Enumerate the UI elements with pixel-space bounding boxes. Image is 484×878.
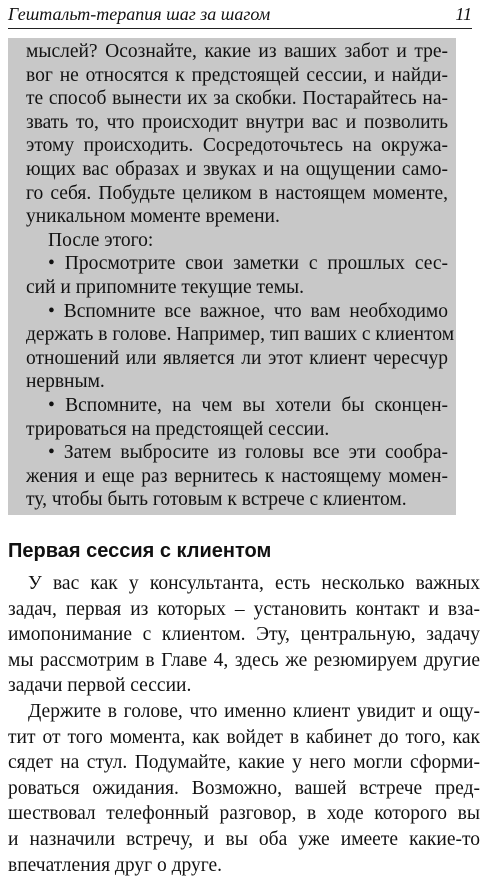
box-line: ющих вас образах и звуках и на ощущении само- bbox=[26, 158, 448, 180]
body-text bbox=[8, 571, 480, 878]
book-title: Гештальт-терапия шаг за шагом bbox=[8, 4, 271, 24]
box-line: трироваться на предстоящей сессии. bbox=[26, 418, 330, 440]
paragraph-line: У вас как у консультанта, есть несколько важных bbox=[28, 573, 480, 594]
paragraph-line: шествовал телефонный разговор, в ходе которого вы bbox=[8, 803, 480, 825]
section-heading: Первая сессия с клиентом bbox=[8, 540, 272, 562]
paragraph-line: Держите в голове, что именно клиент увидит и ощу- bbox=[28, 700, 480, 722]
box-line: мыслей? Осознайте, какие из ваших забот и тре- bbox=[26, 41, 448, 62]
paragraph-line: имопонимание с клиентом. Эту, центральную, задачу bbox=[8, 624, 480, 646]
paragraph-line: впечатления друг о друге. bbox=[8, 854, 223, 876]
box-line: держать в голове. Например, тип ваших с клиентом bbox=[26, 324, 455, 346]
paragraph-line: тит от того момента, как войдет в кабинет до того, как bbox=[8, 726, 480, 748]
paragraph-line: задач, первая из которых – установить контакт и вза- bbox=[8, 598, 480, 620]
box-line: те способ вынести их за скобки. Постарайтесь на- bbox=[26, 88, 448, 110]
running-header bbox=[8, 2, 472, 29]
bullet-item: • Просмотрите свои заметки с прошлых сес- bbox=[48, 253, 448, 275]
paragraph-line: мы рассмотрим в Главе 4, здесь же резюмируем другие bbox=[8, 649, 480, 671]
bullet-item: • Вспомните, на чем вы хотели бы сконцен- bbox=[48, 394, 448, 416]
box-line: вог не относятся к предстоящей сессии, и найди- bbox=[26, 64, 448, 86]
box-line: звать то, что происходит внутри вас и позволить bbox=[26, 111, 448, 133]
paragraph-line: и назначили встречу, и вы оба уже имеете какие-то bbox=[8, 828, 480, 850]
box-line: сий и припомните текущие темы. bbox=[26, 276, 305, 298]
box-line: этому происходить. Сосредоточьтесь на окружа- bbox=[26, 135, 448, 157]
paragraph-line: роваться ожидания. Возможно, вашей встрече пред- bbox=[8, 777, 480, 799]
paragraph-line: задачи первой сессии. bbox=[8, 675, 192, 697]
bullet-item: • Вспомните все важное, что вам необходимо bbox=[48, 300, 448, 322]
box-line: ту, чтобы быть готовым к встрече с клиентом. bbox=[26, 489, 407, 511]
paragraph-line: сядет на стул. Подумайте, какие у него могли сформи- bbox=[8, 752, 480, 774]
box-line: нервным. bbox=[26, 371, 105, 393]
box-line: жения и еще раз вернитесь к настоящему момен- bbox=[26, 465, 448, 487]
box-line: отношений или является ли этот клиент чересчур bbox=[26, 347, 448, 369]
bullet-item: • Затем выбросите из головы все эти сообра- bbox=[48, 442, 448, 464]
box-line: уникальном моменте времени. bbox=[26, 206, 280, 228]
box-line: После этого: bbox=[48, 229, 154, 251]
shaded-text-box bbox=[8, 38, 456, 515]
box-line: го себя. Побудьте целиком в настоящем моменте, bbox=[26, 182, 448, 204]
page-number: 11 bbox=[455, 4, 472, 24]
